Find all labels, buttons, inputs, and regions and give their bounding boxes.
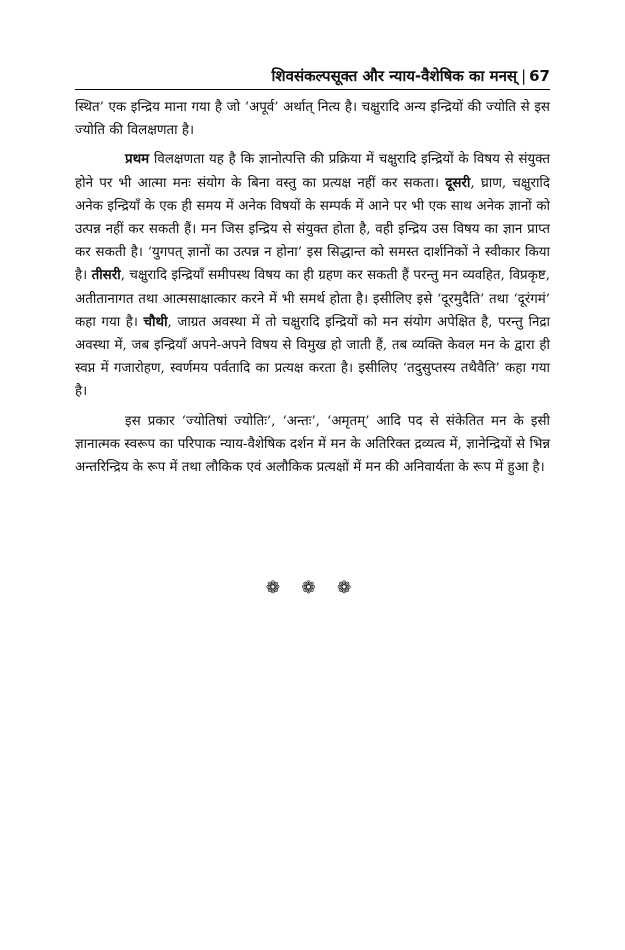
section-end-ornament: ❁ ❁ ❁: [265, 578, 360, 598]
paragraph-conclusion: [75, 410, 550, 480]
text-segment: विलक्षणता यह है कि ज्ञानोत्पत्ति की प्रक्रिया में चक्षुरादि इन्द्रियों के विषय से संयुक्त होने पर भी आत्मा मनः संयोग के बिना वस्तु का प्रत्यक्ष नहीं कर सकता।: [75, 152, 550, 191]
body-text: [75, 96, 550, 479]
running-header: [75, 64, 550, 88]
bold-term-fourth: चौथी: [143, 313, 168, 330]
paragraph-distinctions: [75, 148, 550, 403]
text-segment: , चक्षुरादि इन्द्रियाँ समीपस्थ विषय का ही ग्रहण कर सकती हैं परन्तु मन व्यवहित, विप्रकृष्ट, अतीतानागत तथा आत्मसाक्षात्कार करने में भी समर्थ होता है। इसीलिए इसे ‘दूरमुदैति’ तथा ‘दूरंगमं’ कहा गया है।: [75, 268, 550, 330]
text-segment: इस प्रकार ‘ज्योतिषां ज्योतिः’, ‘अन्तः’, ‘अमृतम्’ आदि पद से संकेतित मन के इसी ज्ञानात्मक स्वरूप का परिपाक न्याय-वैशेषिक दर्शन में मन के अतिरिक्त द्रव्यत्व में, ज्ञानेन्द्रियों से भिन्न अन्तरिन्द्रिय के रूप में तथा लौकिक एवं अलौकिक प्रत्यक्षों में मन की अनिवार्यता के रूप में हुआ है।: [75, 413, 550, 476]
running-header-separator: |: [521, 67, 527, 85]
bold-term-second: दूसरी: [445, 174, 471, 191]
text-segment: , घ्राण, चक्षुरादि अनेक इन्द्रियाँ के एक ही समय में अनेक विषयों के सम्पर्क में आने पर भी एक साथ अनेक ज्ञानों को उत्पन्न नहीं कर सकती हैं। मन जिस इन्द्रिय से संयुक्त होता है, वही इन्द्रिय उस विषय का ज्ञान प्राप्त कर सकती है। ‘युगपत् ज्ञानों का उत्पन्न न होना’ इस सिद्धान्त को समस्त दार्शनिकों ने स्वीकार किया है।: [75, 175, 550, 284]
bold-term-third: तीसरी: [91, 267, 121, 284]
running-header-title: शिवसंकल्पसूक्त और न्याय-वैशेषिक का मनस्: [271, 67, 518, 85]
paragraph-continuation: [75, 96, 550, 142]
bold-term-first: प्रथम: [125, 151, 150, 168]
text-segment: , जाग्रत अवस्था में तो चक्षुरादि इन्द्रियों को मन संयोग अपेक्षित है, परन्तु निद्रा अवस्था में, जब इन्द्रियाँ अपने-अपने विषय से विमुख हो जाती हैं, तब व्यक्ति केवल मन के द्वारा ही स्वप्न में गजारोहण, स्वर्णमय पर्वतादि का प्रत्यक्ष करता है। इसीलिए ‘तदुसुप्तस्य तथैवैति’ कहा गया है।: [75, 314, 550, 400]
header-rule: [75, 89, 550, 90]
text-segment: स्थित’ एक इन्द्रिय माना गया है जो ‘अपूर्व’ अर्थात् नित्य है। चक्षुरादि अन्य इन्द्रियों की ज्योति से इस ज्योति की विलक्षणता है।: [75, 100, 550, 139]
page-number: 67: [529, 67, 550, 85]
